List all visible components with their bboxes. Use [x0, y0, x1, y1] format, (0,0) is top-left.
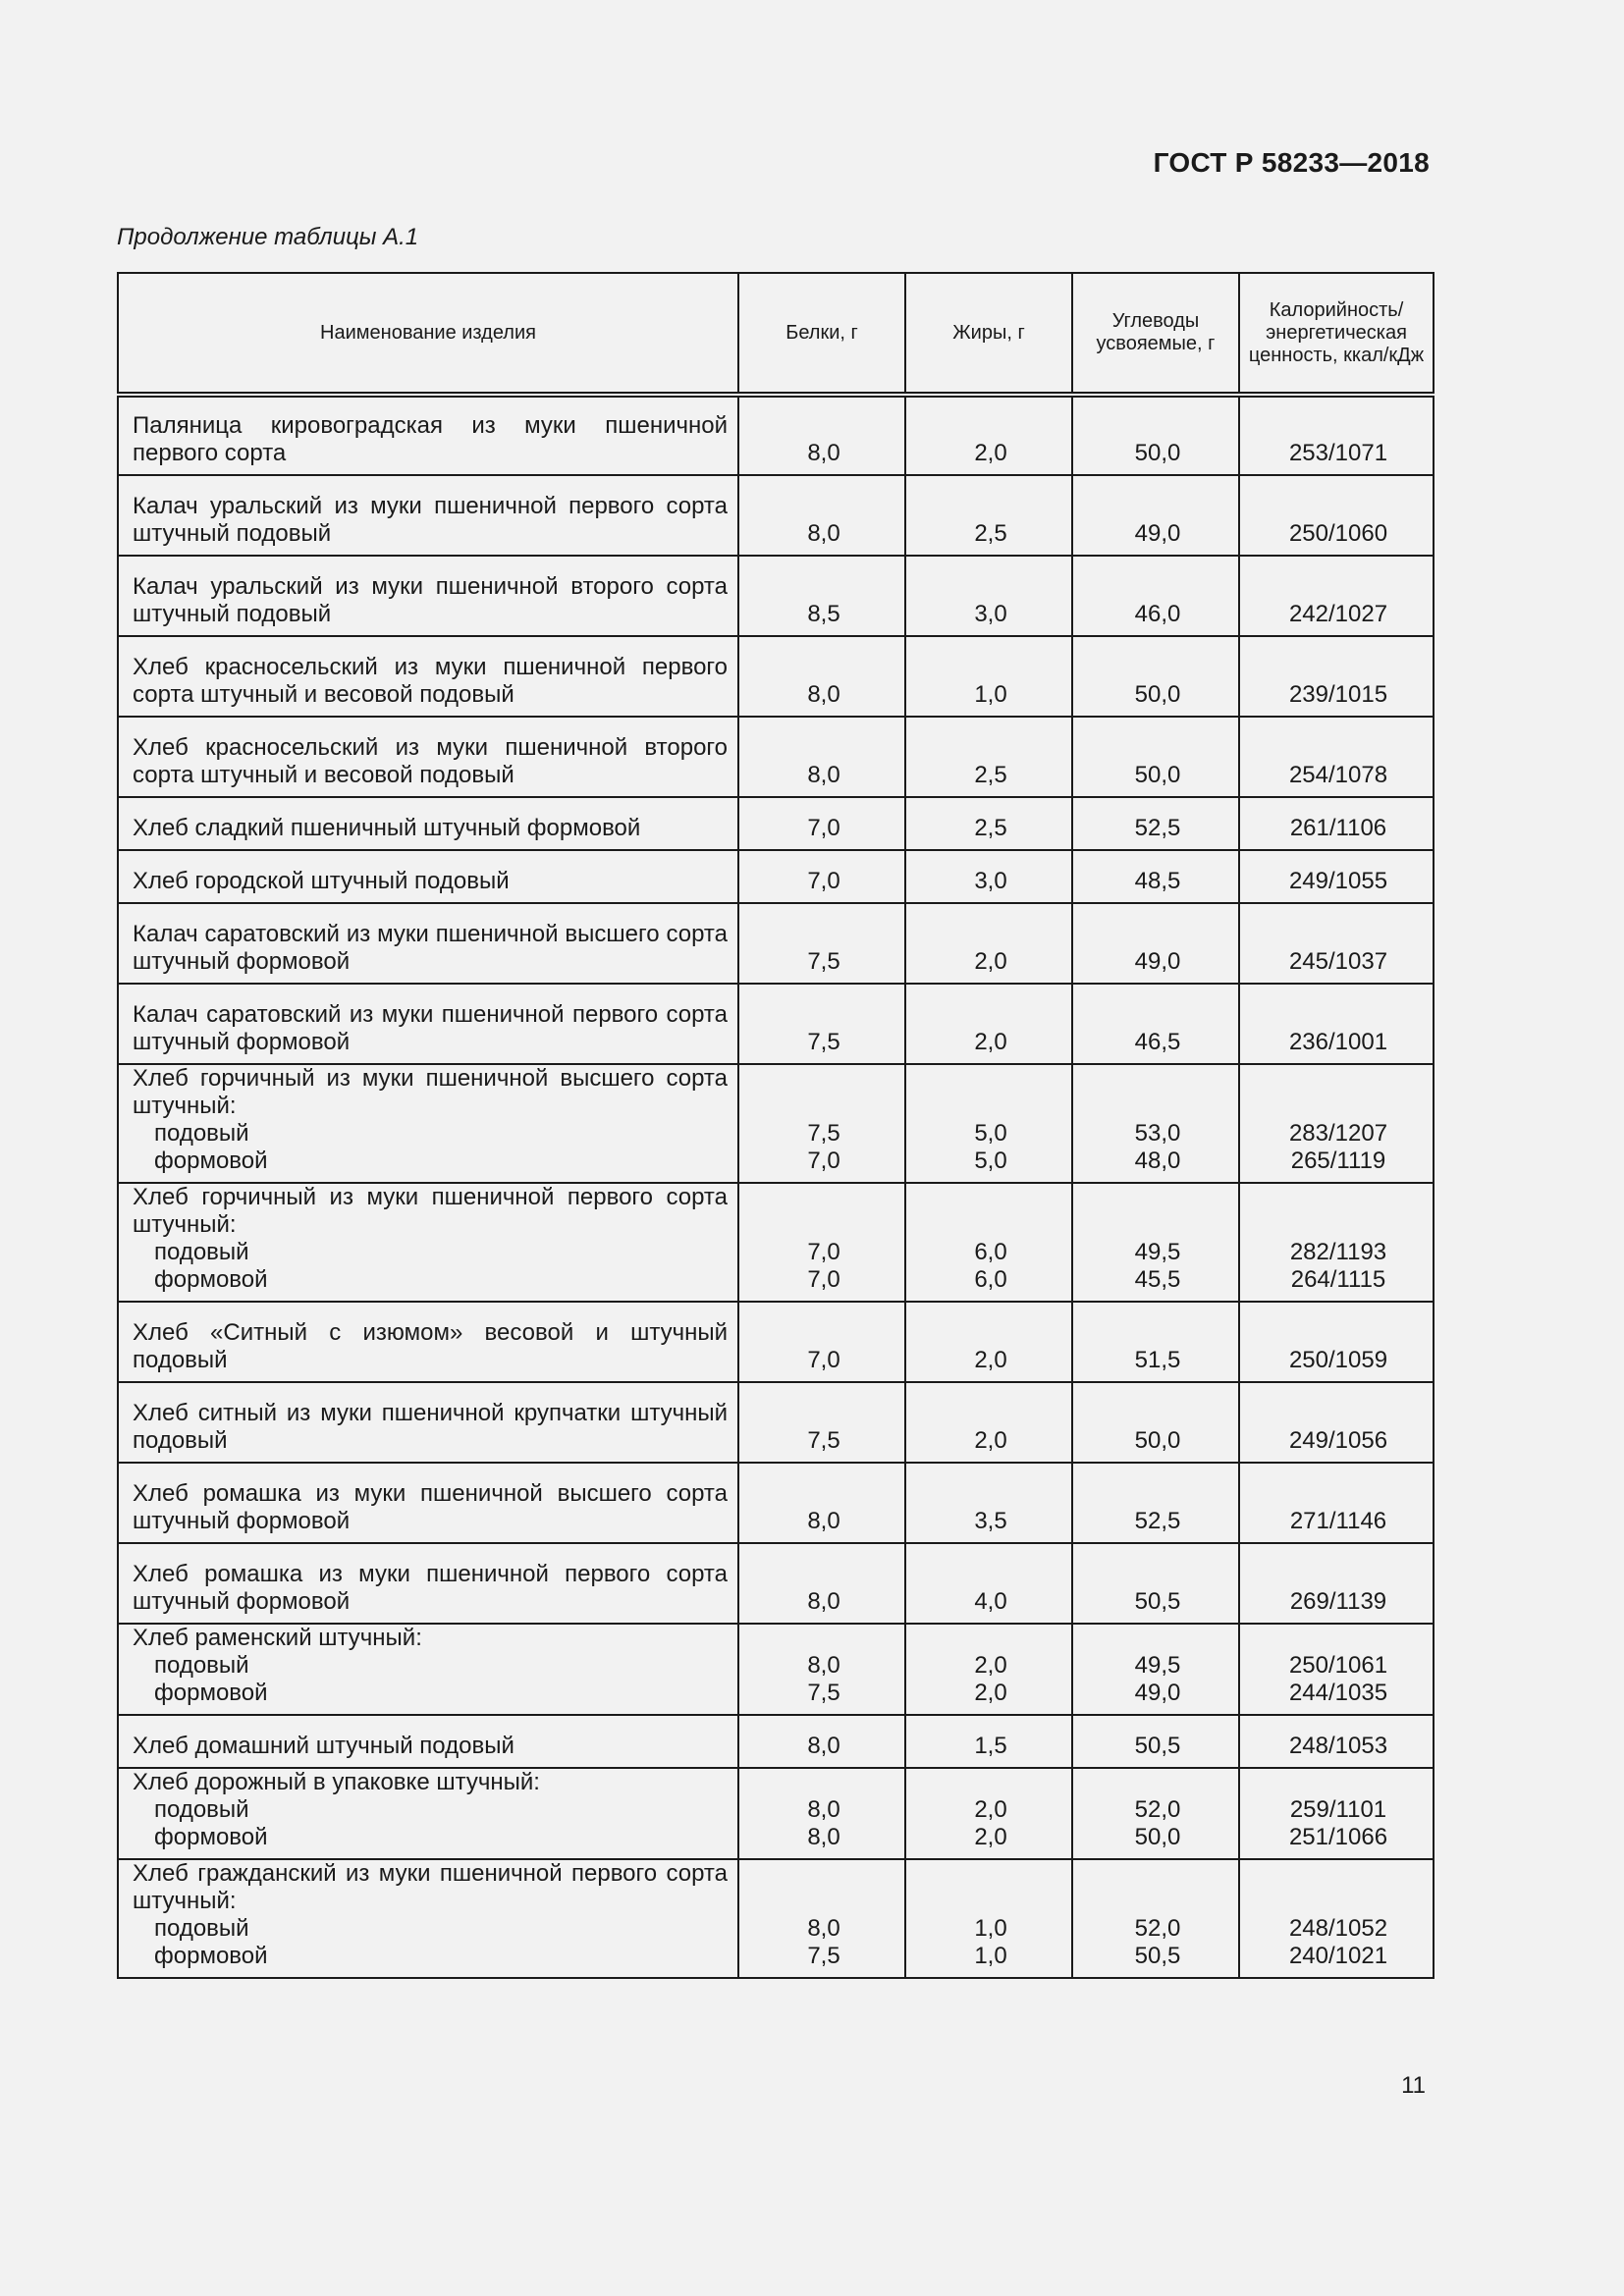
carbs-cell: [1072, 1768, 1239, 1859]
fat-cell: [905, 984, 1072, 1064]
variant-label: подовый: [154, 1796, 249, 1823]
variant-protein-value: 8,0: [807, 1824, 840, 1850]
product-name-cell: [118, 903, 738, 984]
variant-label: формовой: [154, 1824, 268, 1850]
calories-cell: [1239, 1183, 1434, 1302]
protein-cell: [738, 1859, 905, 1978]
product-name: Хлеб раменский штучный:: [133, 1625, 422, 1651]
protein-cell: [738, 1183, 905, 1302]
table-row: [118, 1543, 1434, 1624]
table-row: [118, 1183, 1434, 1302]
table-row: [118, 1382, 1434, 1463]
protein-cell: [738, 1543, 905, 1624]
carbs-value: 52,5: [1134, 815, 1181, 841]
calories-value: 253/1071: [1288, 440, 1388, 466]
variant-carbs-value: 50,0: [1134, 1824, 1181, 1850]
fat-cell: [905, 1543, 1072, 1624]
calories-cell: [1239, 717, 1434, 797]
carbs-value: 49,0: [1134, 520, 1181, 547]
carbs-value: 50,5: [1134, 1588, 1181, 1615]
calories-value: 261/1106: [1289, 815, 1387, 841]
protein-value: 8,0: [807, 681, 840, 708]
variant-protein-value: 7,5: [807, 1680, 840, 1706]
protein-cell: [738, 1624, 905, 1715]
variant-fat-value: 6,0: [974, 1239, 1007, 1265]
document-code: ГОСТ Р 58233—2018: [1153, 147, 1430, 178]
carbs-cell: [1072, 717, 1239, 797]
variant-calories-value: 248/1052: [1288, 1915, 1388, 1942]
carbs-cell: [1072, 1624, 1239, 1715]
fat-cell: [905, 475, 1072, 556]
carbs-value: 46,5: [1134, 1029, 1181, 1055]
protein-cell: [738, 1715, 905, 1768]
protein-value: 7,0: [807, 868, 840, 894]
carbs-cell: [1072, 1302, 1239, 1382]
variant-fat-value: 1,0: [974, 1915, 1007, 1942]
variant-label: формовой: [154, 1148, 268, 1174]
calories-cell: [1239, 1859, 1434, 1978]
fat-cell: [905, 1624, 1072, 1715]
variant-fat-value: 5,0: [974, 1148, 1007, 1174]
carbs-cell: [1072, 636, 1239, 717]
carbs-cell: [1072, 395, 1239, 475]
variant-carbs-value: 53,0: [1134, 1120, 1181, 1147]
table-row: [118, 556, 1434, 636]
product-name-cell: [118, 475, 738, 556]
fat-cell: [905, 717, 1072, 797]
fat-value: 4,0: [974, 1588, 1007, 1615]
calories-cell: [1239, 556, 1434, 636]
variant-label: формовой: [154, 1266, 268, 1293]
fat-value: 2,5: [974, 520, 1007, 547]
table-row: [118, 395, 1434, 475]
variant-carbs-value: 49,5: [1134, 1652, 1181, 1679]
product-name: Хлеб городской штучный подовый: [133, 868, 510, 894]
calories-value: 269/1139: [1289, 1588, 1387, 1615]
calories-cell: [1239, 1463, 1434, 1543]
calories-value: 242/1027: [1288, 601, 1388, 627]
carbs-cell: [1072, 850, 1239, 903]
carbs-value: 50,0: [1134, 762, 1181, 788]
protein-value: 7,5: [807, 1427, 840, 1454]
fat-cell: [905, 850, 1072, 903]
carbs-cell: [1072, 1463, 1239, 1543]
carbs-cell: [1072, 1543, 1239, 1624]
fat-cell: [905, 395, 1072, 475]
protein-value: 8,0: [807, 440, 840, 466]
protein-value: 7,5: [807, 948, 840, 975]
variant-carbs-value: 49,5: [1134, 1239, 1181, 1265]
variant-calories-value: 264/1115: [1290, 1266, 1386, 1293]
protein-value: 8,5: [807, 601, 840, 627]
table-row: [118, 1859, 1434, 1978]
variant-calories-value: 265/1119: [1290, 1148, 1386, 1174]
variant-calories-value: 250/1061: [1288, 1652, 1388, 1679]
variant-fat-value: 5,0: [974, 1120, 1007, 1147]
protein-value: 8,0: [807, 520, 840, 547]
product-name: Калач уральский из муки пшеничной второго сорта штучный подовый: [133, 573, 728, 627]
fat-cell: [905, 1302, 1072, 1382]
calories-cell: [1239, 1382, 1434, 1463]
calories-cell: [1239, 1715, 1434, 1768]
carbs-cell: [1072, 556, 1239, 636]
table-row: [118, 717, 1434, 797]
variant-protein-value: 7,5: [807, 1943, 840, 1969]
product-name-cell: [118, 984, 738, 1064]
product-name: Хлеб красносельский из муки пшеничной первого сорта штучный и весовой подовый: [133, 654, 728, 708]
table-row: [118, 475, 1434, 556]
protein-value: 7,5: [807, 1029, 840, 1055]
protein-cell: [738, 475, 905, 556]
variant-calories-value: 282/1193: [1289, 1239, 1387, 1265]
product-name: Хлеб ромашка из муки пшеничной высшего сорта штучный формовой: [133, 1480, 728, 1534]
product-name: Хлеб горчичный из муки пшеничной первого сорта штучный:: [133, 1184, 728, 1238]
table-row: [118, 1768, 1434, 1859]
protein-cell: [738, 717, 905, 797]
product-name: Хлеб дорожный в упаковке штучный:: [133, 1769, 540, 1795]
product-name: Хлеб домашний штучный подовый: [133, 1733, 514, 1759]
product-name: Хлеб красносельский из муки пшеничной второго сорта штучный и весовой подовый: [133, 734, 728, 788]
variant-carbs-value: 45,5: [1134, 1266, 1181, 1293]
product-name-cell: [118, 1624, 738, 1715]
carbs-cell: [1072, 475, 1239, 556]
carbs-value: 52,5: [1134, 1508, 1181, 1534]
calories-cell: [1239, 395, 1434, 475]
carbs-value: 50,0: [1134, 681, 1181, 708]
fat-cell: [905, 1859, 1072, 1978]
fat-value: 2,0: [974, 1029, 1007, 1055]
variant-carbs-value: 48,0: [1134, 1148, 1181, 1174]
variant-fat-value: 6,0: [974, 1266, 1007, 1293]
carbs-cell: [1072, 1183, 1239, 1302]
carbs-value: 48,5: [1134, 868, 1181, 894]
fat-cell: [905, 556, 1072, 636]
carbs-cell: [1072, 984, 1239, 1064]
table-body: [118, 395, 1434, 1978]
calories-value: 250/1060: [1288, 520, 1388, 547]
fat-value: 2,5: [974, 762, 1007, 788]
carbs-value: 46,0: [1134, 601, 1181, 627]
variant-calories-value: 240/1021: [1288, 1943, 1388, 1969]
fat-cell: [905, 636, 1072, 717]
product-name: Хлеб сладкий пшеничный штучный формовой: [133, 815, 641, 841]
table-row: [118, 1463, 1434, 1543]
protein-value: 7,0: [807, 815, 840, 841]
nutrition-table: [117, 272, 1435, 1979]
fat-value: 2,0: [974, 948, 1007, 975]
variant-calories-value: 283/1207: [1288, 1120, 1388, 1147]
variant-calories-value: 244/1035: [1288, 1680, 1388, 1706]
product-name: Хлеб гражданский из муки пшеничной первого сорта штучный:: [133, 1860, 728, 1914]
table-row: [118, 850, 1434, 903]
protein-cell: [738, 556, 905, 636]
fat-value: 3,0: [974, 601, 1007, 627]
product-name-cell: [118, 556, 738, 636]
protein-cell: [738, 1064, 905, 1183]
calories-value: 250/1059: [1288, 1347, 1388, 1373]
protein-cell: [738, 903, 905, 984]
calories-cell: [1239, 903, 1434, 984]
fat-value: 2,0: [974, 1347, 1007, 1373]
variant-label: подовый: [154, 1915, 249, 1942]
product-name-cell: [118, 636, 738, 717]
table-caption: Продолжение таблицы А.1: [117, 224, 419, 250]
carbs-cell: [1072, 1859, 1239, 1978]
carbs-cell: [1072, 1715, 1239, 1768]
calories-value: 249/1056: [1288, 1427, 1388, 1454]
protein-value: 8,0: [807, 1508, 840, 1534]
calories-value: 271/1146: [1289, 1508, 1387, 1534]
variant-protein-value: 7,5: [807, 1120, 840, 1147]
calories-value: 245/1037: [1288, 948, 1388, 975]
variant-fat-value: 2,0: [974, 1680, 1007, 1706]
table-header-row: [118, 273, 1434, 395]
variant-carbs-value: 52,0: [1134, 1915, 1181, 1942]
calories-cell: [1239, 850, 1434, 903]
fat-cell: [905, 797, 1072, 850]
variant-carbs-value: 50,5: [1134, 1943, 1181, 1969]
product-name-cell: [118, 1859, 738, 1978]
header-product-name: Наименование изделия: [118, 273, 738, 395]
calories-value: 254/1078: [1288, 762, 1388, 788]
fat-cell: [905, 1382, 1072, 1463]
product-name: Калач уральский из муки пшеничной первого сорта штучный подовый: [133, 493, 728, 547]
variant-label: подовый: [154, 1239, 249, 1265]
calories-value: 239/1015: [1288, 681, 1388, 708]
variant-calories-value: 259/1101: [1289, 1796, 1387, 1823]
protein-cell: [738, 1302, 905, 1382]
table-row: [118, 1064, 1434, 1183]
carbs-value: 49,0: [1134, 948, 1181, 975]
table-row: [118, 903, 1434, 984]
carbs-cell: [1072, 1382, 1239, 1463]
variant-fat-value: 2,0: [974, 1824, 1007, 1850]
variant-calories-value: 251/1066: [1288, 1824, 1388, 1850]
table-row: [118, 1302, 1434, 1382]
table-row: [118, 984, 1434, 1064]
protein-cell: [738, 797, 905, 850]
product-name-cell: [118, 1463, 738, 1543]
calories-cell: [1239, 636, 1434, 717]
product-name-cell: [118, 395, 738, 475]
product-name-cell: [118, 797, 738, 850]
fat-value: 2,5: [974, 815, 1007, 841]
calories-cell: [1239, 1302, 1434, 1382]
header-fat: Жиры, г: [905, 273, 1072, 395]
calories-cell: [1239, 1624, 1434, 1715]
fat-value: 1,0: [974, 681, 1007, 708]
fat-value: 3,5: [974, 1508, 1007, 1534]
fat-cell: [905, 1715, 1072, 1768]
variant-label: подовый: [154, 1652, 249, 1679]
fat-cell: [905, 1183, 1072, 1302]
variant-fat-value: 2,0: [974, 1796, 1007, 1823]
product-name-cell: [118, 1543, 738, 1624]
header-protein: Белки, г: [738, 273, 905, 395]
product-name-cell: [118, 1302, 738, 1382]
fat-cell: [905, 1064, 1072, 1183]
variant-protein-value: 8,0: [807, 1915, 840, 1942]
product-name-cell: [118, 1715, 738, 1768]
variant-carbs-value: 49,0: [1134, 1680, 1181, 1706]
variant-protein-value: 7,0: [807, 1266, 840, 1293]
variant-protein-value: 7,0: [807, 1239, 840, 1265]
fat-value: 2,0: [974, 440, 1007, 466]
variant-protein-value: 8,0: [807, 1652, 840, 1679]
product-name-cell: [118, 850, 738, 903]
product-name-cell: [118, 1183, 738, 1302]
product-name-cell: [118, 1064, 738, 1183]
fat-cell: [905, 1768, 1072, 1859]
table-row: [118, 1715, 1434, 1768]
product-name-cell: [118, 1768, 738, 1859]
carbs-value: 50,0: [1134, 440, 1181, 466]
page-number: 11: [1401, 2072, 1426, 2099]
protein-value: 8,0: [807, 1733, 840, 1759]
protein-cell: [738, 395, 905, 475]
calories-value: 236/1001: [1288, 1029, 1388, 1055]
table-row: [118, 797, 1434, 850]
product-name: Хлеб ситный из муки пшеничной крупчатки штучный подовый: [133, 1400, 728, 1454]
variant-label: подовый: [154, 1120, 249, 1147]
fat-cell: [905, 903, 1072, 984]
protein-cell: [738, 1382, 905, 1463]
calories-value: 248/1053: [1288, 1733, 1388, 1759]
protein-value: 8,0: [807, 1588, 840, 1615]
product-name: Хлеб ромашка из муки пшеничной первого сорта штучный формовой: [133, 1561, 728, 1615]
calories-cell: [1239, 984, 1434, 1064]
carbs-cell: [1072, 1064, 1239, 1183]
calories-cell: [1239, 797, 1434, 850]
carbs-value: 50,0: [1134, 1427, 1181, 1454]
calories-value: 249/1055: [1288, 868, 1388, 894]
protein-cell: [738, 984, 905, 1064]
table-row: [118, 1624, 1434, 1715]
fat-value: 1,5: [974, 1733, 1007, 1759]
carbs-cell: [1072, 903, 1239, 984]
calories-cell: [1239, 1768, 1434, 1859]
variant-carbs-value: 52,0: [1134, 1796, 1181, 1823]
product-name: Калач саратовский из муки пшеничной высшего сорта штучный формовой: [133, 921, 728, 975]
protein-value: 8,0: [807, 762, 840, 788]
protein-cell: [738, 1768, 905, 1859]
product-name-cell: [118, 717, 738, 797]
protein-cell: [738, 1463, 905, 1543]
calories-cell: [1239, 1543, 1434, 1624]
calories-cell: [1239, 475, 1434, 556]
fat-value: 3,0: [974, 868, 1007, 894]
fat-cell: [905, 1463, 1072, 1543]
protein-value: 7,0: [807, 1347, 840, 1373]
product-name: Калач саратовский из муки пшеничной первого сорта штучный формовой: [133, 1001, 728, 1055]
carbs-cell: [1072, 797, 1239, 850]
product-name-cell: [118, 1382, 738, 1463]
variant-label: формовой: [154, 1943, 268, 1969]
fat-value: 2,0: [974, 1427, 1007, 1454]
variant-fat-value: 2,0: [974, 1652, 1007, 1679]
product-name: Хлеб «Ситный с изюмом» весовой и штучный подовый: [133, 1319, 728, 1373]
table-row: [118, 636, 1434, 717]
protein-cell: [738, 850, 905, 903]
carbs-value: 50,5: [1134, 1733, 1181, 1759]
protein-cell: [738, 636, 905, 717]
variant-fat-value: 1,0: [974, 1943, 1007, 1969]
carbs-value: 51,5: [1134, 1347, 1181, 1373]
product-name: Паляница кировоградская из муки пшеничной первого сорта: [133, 412, 728, 466]
header-calories: Калорийность/ энергетическая ценность, ккал/кДж: [1239, 273, 1434, 395]
header-carbs: Углеводы усвояемые, г: [1072, 273, 1239, 395]
product-name: Хлеб горчичный из муки пшеничной высшего сорта штучный:: [133, 1065, 728, 1119]
variant-label: формовой: [154, 1680, 268, 1706]
variant-protein-value: 7,0: [807, 1148, 840, 1174]
variant-protein-value: 8,0: [807, 1796, 840, 1823]
calories-cell: [1239, 1064, 1434, 1183]
